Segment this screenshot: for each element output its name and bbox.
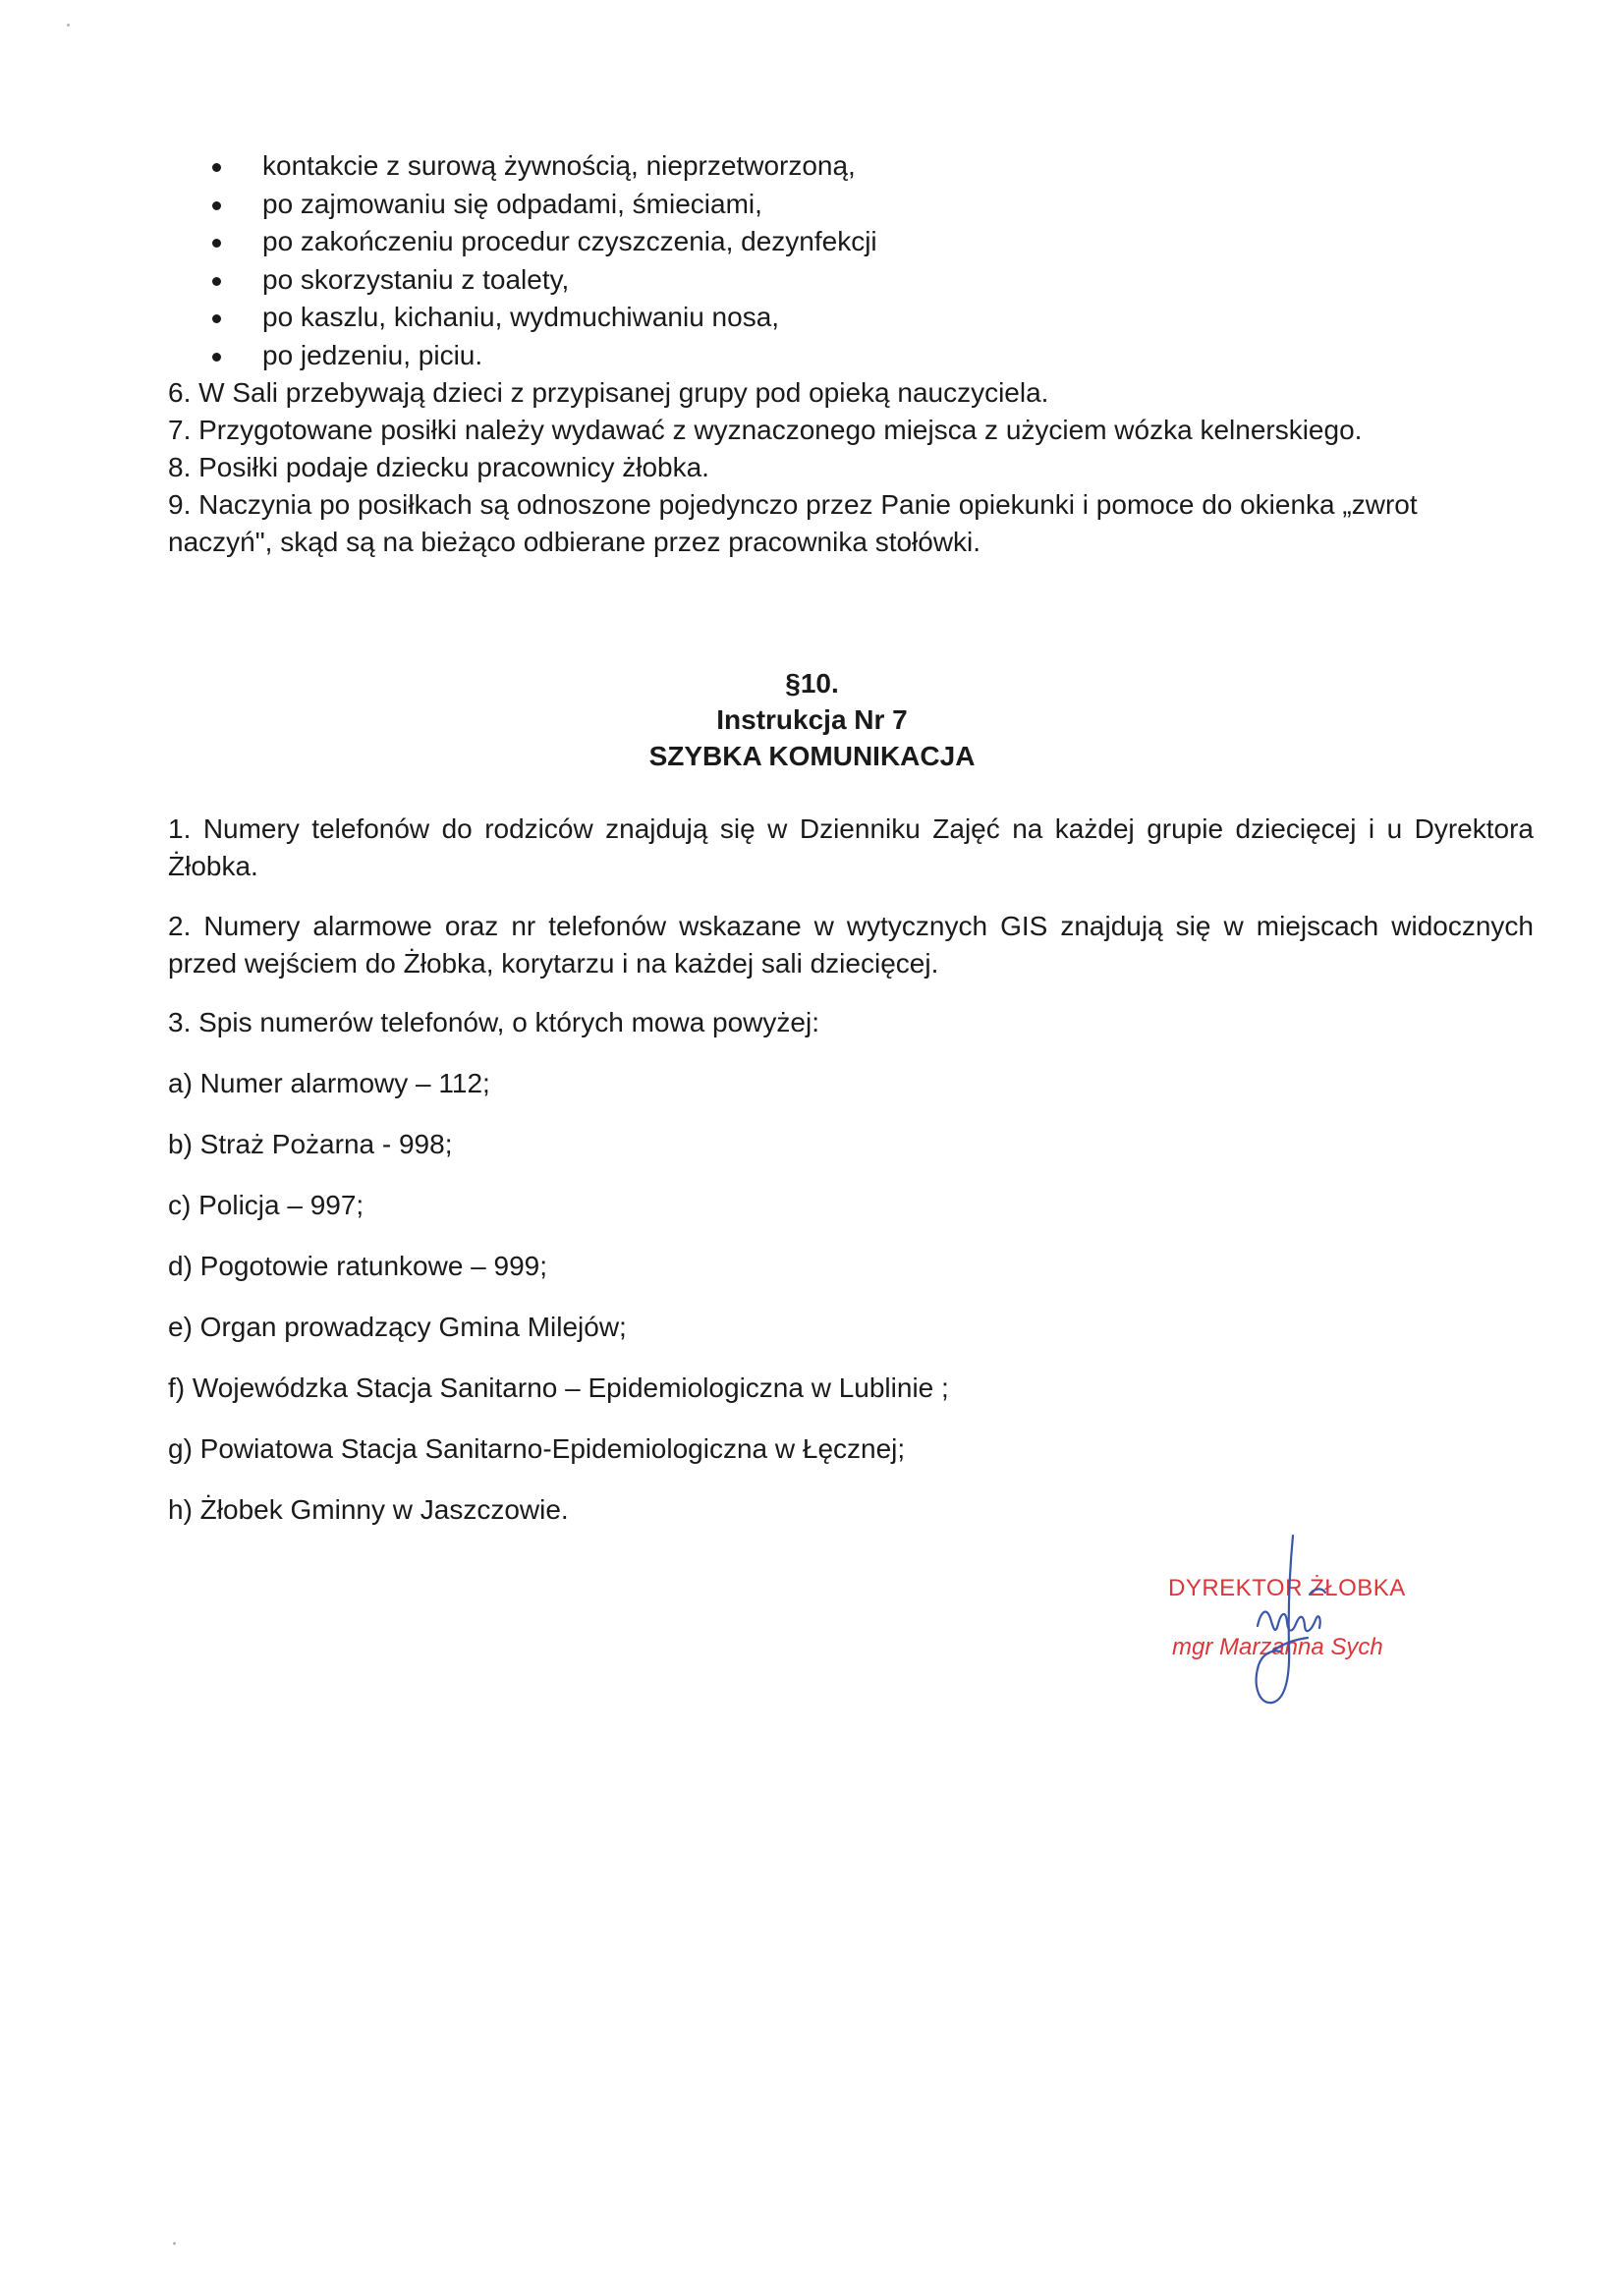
communication-paragraph-3: 3. Spis numerów telefonów, o których mowa powyżej: [168,1007,819,1037]
bullet-icon [212,201,221,210]
list-item-text: po kaszlu, kichaniu, wydmuchiwaniu nosa, [262,302,780,332]
list-item [206,337,877,375]
rule-item-7: 7. Przygotowane posiłki należy wydawać z wyznaczonego miejsca z użyciem wózka kelnerskiego. [168,415,1363,445]
hand-washing-bullet-list [206,147,877,374]
rule-item-8: 8. Posiłki podaje dziecku pracownicy żłobka. [168,452,709,482]
rule-item-6: 6. W Sali przebywają dzieci z przypisanej grupy pod opieką nauczyciela. [168,377,1049,408]
communication-paragraph-1: 1. Numery telefonów do rodziców znajdują się w Dzienniku Zajęć na każdej grupie dziecięcej i u Dyrektora Żłobka. [168,813,1534,881]
phone-list-item: e) Organ prowadzący Gmina Milejów; [168,1312,627,1342]
instruction-number: Instrukcja Nr 7 [716,704,908,735]
communication-paragraph-2: 2. Numery alarmowe oraz nr telefonów wskazane w wytycznych GIS znajdują się w miejscach widocznych przed wejściem do Żłobka, korytarzu i na każdej sali dziecięcej. [168,911,1534,979]
bullet-icon [212,163,221,172]
phone-list-item: b) Straż Pożarna - 998; [168,1129,453,1159]
list-item-text: po zakończeniu procedur czyszczenia, dezynfekcji [262,226,877,256]
bullet-icon [212,314,221,323]
director-stamp [1164,1528,1459,1724]
list-item [206,223,877,261]
phone-list-item: h) Żłobek Gminny w Jaszczowie. [168,1494,569,1525]
phone-list-item: c) Policja – 997; [168,1190,364,1220]
stamp-title: DYREKTOR ŻŁOBKA [1168,1575,1406,1601]
section-number: §10. [785,668,839,699]
phone-list-item: f) Wojewódzka Stacja Sanitarno – Epidemiologiczna w Lublinie ; [168,1372,949,1403]
list-item [206,299,877,337]
bullet-icon [212,239,221,248]
numbered-rules [168,374,1524,561]
handwritten-signature [1164,1528,1459,1724]
phone-list-item: g) Powiatowa Stacja Sanitarno-Epidemiologiczna w Łęcznej; [168,1433,906,1464]
list-item [206,186,877,224]
bullet-icon [212,353,221,362]
list-item-text: po zajmowaniu się odpadami, śmieciami, [262,188,762,219]
list-item [206,261,877,300]
list-item [206,147,877,186]
phone-list-item: a) Numer alarmowy – 112; [168,1068,490,1098]
list-item-text: kontakcie z surową żywnością, nieprzetworzoną, [262,150,856,181]
bullet-icon [212,277,221,286]
rule-item-9: 9. Naczynia po posiłkach są odnoszone pojedynczo przez Panie opiekunki i pomoce do okienka „zwrot naczyń", skąd są na bieżąco odbierane przez pracownika stołówki. [168,489,1418,557]
list-item-text: po jedzeniu, piciu. [262,339,483,370]
scan-speck [173,2242,176,2245]
phone-list-item: d) Pogotowie ratunkowe – 999; [168,1251,548,1281]
list-item-text: po skorzystaniu z toalety, [262,263,570,295]
stamp-name: mgr Marzanna Sych [1172,1634,1383,1660]
section-title: SZYBKA KOMUNIKACJA [648,741,976,771]
scan-speck [67,24,70,27]
